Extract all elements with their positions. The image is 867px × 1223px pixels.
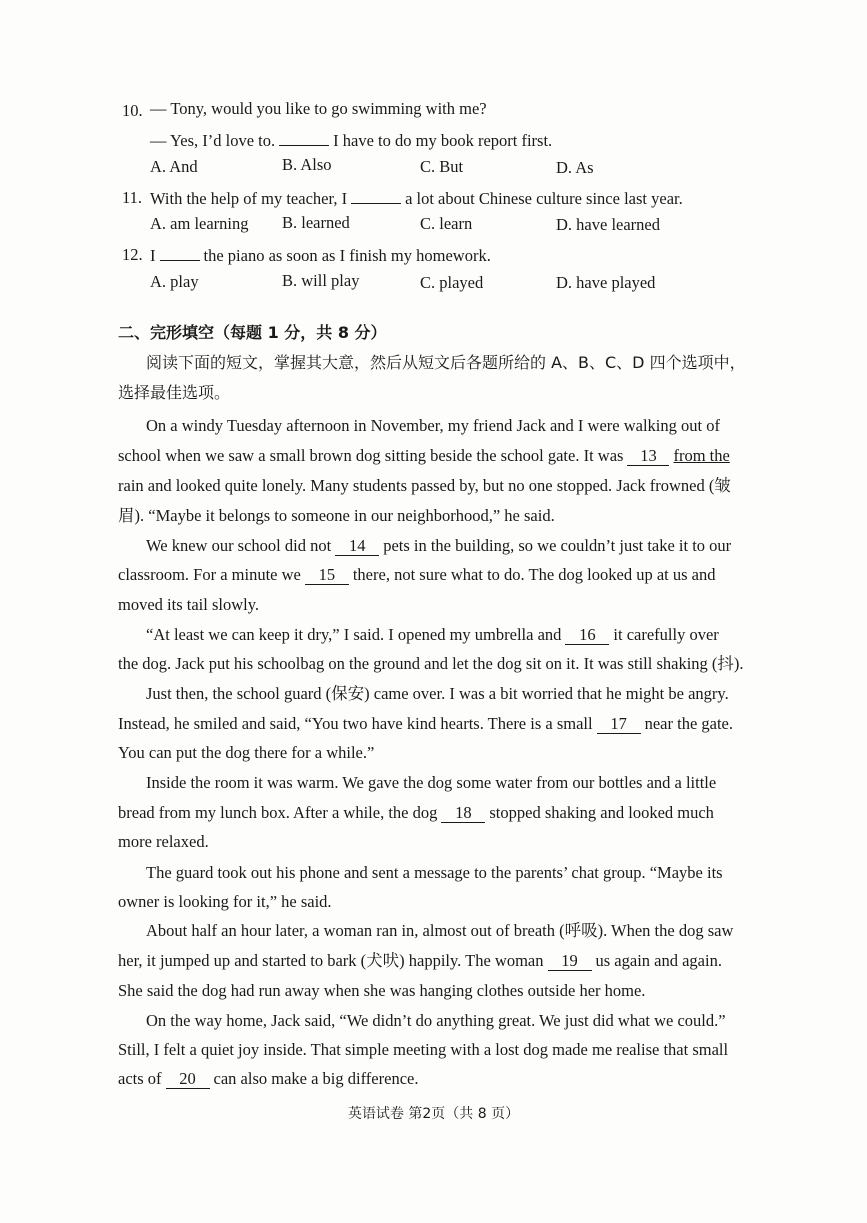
- q11-option-a: A. am learning: [150, 214, 249, 233]
- passage-line-21: On the way home, Jack said, “We didn’t do anything great. We just did what we could.”: [146, 1011, 726, 1030]
- passage-line-22: Still, I felt a quiet joy inside. That simple meeting with a lost dog made me realise that small: [118, 1040, 729, 1059]
- passage-line-5-pre: We knew our school did not: [146, 536, 332, 555]
- blank-18: 18: [441, 804, 485, 823]
- q11-option-d: D. have learned: [556, 215, 660, 234]
- q12-post: the piano as soon as I finish my homework.: [203, 246, 491, 265]
- q11-option-c: C. learn: [420, 214, 473, 233]
- passage-line-8-post: it carefully over: [613, 625, 719, 644]
- passage-line-5-post: pets in the building, so we couldn’t just take it to our: [383, 536, 732, 555]
- passage-line-8: [146, 624, 719, 646]
- q12-option-d: D. have played: [556, 273, 656, 292]
- q10-option-c: C. But: [420, 157, 464, 176]
- passage-line-1: On a windy Tuesday afternoon in November, my friend Jack and I were walking out of: [146, 416, 720, 435]
- passage-line-12: You can put the dog there for a while.”: [118, 743, 375, 762]
- passage-line-20: She said the dog had run away when she was hanging clothes outside her home.: [118, 981, 646, 1000]
- q11-number: 11.: [122, 188, 143, 207]
- passage-line-11-post: near the gate.: [644, 714, 733, 733]
- passage-line-17: owner is looking for it,” he said.: [118, 892, 332, 911]
- q12-option-a: A. play: [150, 272, 199, 291]
- passage-line-6: [118, 564, 715, 586]
- passage-line-11: [118, 713, 733, 735]
- passage-line-2-pre: school when we saw a small brown dog sitting beside the school gate. It was: [118, 446, 624, 465]
- passage-line-18: About half an hour later, a woman ran in, almost out of breath (呼吸). When the dog saw: [146, 921, 734, 940]
- passage-line-23: [118, 1068, 418, 1090]
- q10-line2-pre: — Yes, I’d love to.: [150, 131, 276, 150]
- q12-number: 12.: [122, 245, 143, 264]
- passage-line-2-post: from the: [673, 446, 730, 465]
- passage-line-19-pre: her, it jumped up and started to bark (犬吠) happily. The woman: [118, 951, 544, 970]
- q10-blank: [279, 127, 329, 146]
- q10-line1: — Tony, would you like to go swimming with me?: [150, 99, 487, 118]
- q12-pre: I: [150, 246, 156, 265]
- q11-option-b: B. learned: [282, 213, 350, 232]
- passage-line-11-pre: Instead, he smiled and said, “You two have kind hearts. There is a small: [118, 714, 593, 733]
- q10-option-b: B. Also: [282, 155, 332, 174]
- passage-line-16: The guard took out his phone and sent a message to the parents’ chat group. “Maybe its: [146, 863, 723, 882]
- passage-line-23-pre: acts of: [118, 1069, 162, 1088]
- passage-line-7: moved its tail slowly.: [118, 595, 260, 614]
- q12-option-c: C. played: [420, 273, 484, 292]
- passage-line-15: more relaxed.: [118, 832, 209, 851]
- page-footer: 英语试卷 第2页（共 8 页）: [347, 1106, 520, 1122]
- section2-title: 二、完形填空（每题 1 分，共 8 分）: [118, 323, 387, 342]
- blank-15: 15: [305, 566, 349, 585]
- section2-instruction-1: 阅读下面的短文，掌握其大意，然后从短文后各题所给的 A、B、C、D 四个选项中，: [146, 353, 746, 372]
- passage-line-4: 眉). “Maybe it belongs to someone in our neighborhood,” he said.: [118, 506, 555, 525]
- q12-blank: [160, 242, 200, 261]
- blank-13: 13: [627, 447, 669, 466]
- passage-line-9: the dog. Jack put his schoolbag on the ground and let the dog sit on it. It was still shaking (抖).: [118, 654, 744, 673]
- q10-line2: [150, 127, 552, 152]
- q10-option-a: A. And: [150, 157, 198, 176]
- passage-line-3: rain and looked quite lonely. Many students passed by, but no one stopped. Jack frowned (皱: [118, 476, 731, 495]
- passage-line-2: [118, 445, 730, 467]
- passage-line-19: [118, 950, 722, 972]
- passage-line-5: [146, 535, 731, 557]
- passage-line-14-post: stopped shaking and looked much: [489, 803, 714, 822]
- q12-line: [150, 242, 491, 267]
- passage-line-8-pre: “At least we can keep it dry,” I said. I opened my umbrella and: [146, 625, 562, 644]
- passage-line-23-post: can also make a big difference.: [213, 1069, 419, 1088]
- q10-line2-post: I have to do my book report first.: [333, 131, 553, 150]
- q12-option-b: B. will play: [282, 271, 360, 290]
- section2-instruction-2: 选择最佳选项。: [118, 383, 231, 402]
- passage-line-13: Inside the room it was warm. We gave the dog some water from our bottles and a little: [146, 773, 717, 792]
- blank-19: 19: [548, 952, 592, 971]
- blank-17: 17: [597, 715, 641, 734]
- blank-14: 14: [335, 537, 379, 556]
- passage-line-6-post: there, not sure what to do. The dog looked up at us and: [352, 565, 716, 584]
- q11-pre: With the help of my teacher, I: [150, 189, 348, 208]
- q10-option-d: D. As: [556, 158, 594, 177]
- q11-blank: [351, 185, 401, 204]
- passage-line-10: Just then, the school guard (保安) came over. I was a bit worried that he might be angry.: [146, 684, 729, 703]
- passage-line-19-post: us again and again.: [595, 951, 722, 970]
- q11-line: [150, 185, 683, 210]
- passage-line-14: [118, 802, 714, 824]
- blank-16: 16: [565, 626, 609, 645]
- q10-number: 10.: [122, 101, 143, 120]
- blank-20: 20: [166, 1070, 210, 1089]
- passage-line-14-pre: bread from my lunch box. After a while, the dog: [118, 803, 438, 822]
- q11-post: a lot about Chinese culture since last year.: [405, 189, 683, 208]
- passage-line-6-pre: classroom. For a minute we: [118, 565, 301, 584]
